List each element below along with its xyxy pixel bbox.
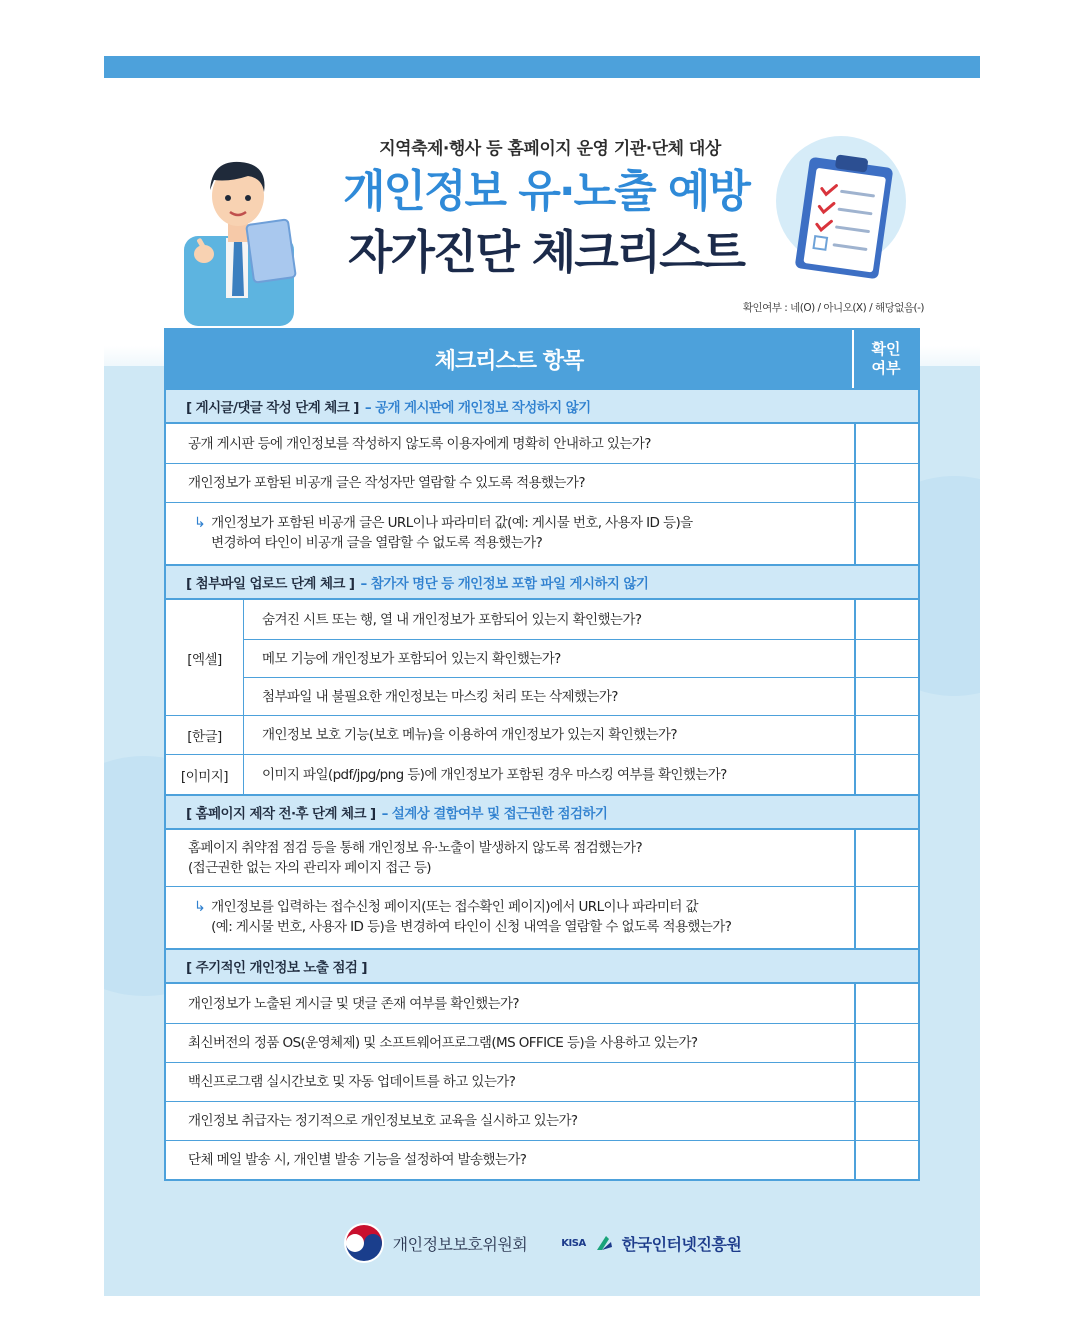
row-text: 개인정보가 노출된 게시글 및 댓글 존재 여부를 확인했는가? bbox=[188, 995, 519, 1012]
image-rows bbox=[244, 755, 918, 794]
checklist-row bbox=[244, 639, 918, 677]
section-body-posting bbox=[166, 424, 918, 564]
row-line2: (접근권한 없는 자의 관리자 페이지 접근 등) bbox=[188, 860, 431, 876]
excel-group bbox=[166, 600, 918, 715]
table-header bbox=[166, 330, 918, 388]
checklist-row bbox=[166, 1062, 918, 1101]
section-desc: – 설계상 결함여부 및 접근권한 점검하기 bbox=[381, 806, 608, 822]
korea-taegeuk-emblem bbox=[343, 1222, 385, 1264]
check-box-cell[interactable] bbox=[854, 640, 918, 677]
check-box-cell[interactable] bbox=[854, 1102, 918, 1140]
org-kisa bbox=[561, 1232, 741, 1255]
row-text: 공개 게시판 등에 개인정보를 작성하지 않도록 이용자에게 명확히 안내하고 있는가? bbox=[188, 435, 651, 452]
group-label-image: [이미지] bbox=[166, 755, 244, 794]
poster bbox=[104, 56, 980, 1296]
section-label: [ 홈페이지 제작 전·후 단계 체크 ] bbox=[186, 806, 376, 822]
checklist-row bbox=[166, 1140, 918, 1179]
row-text: 메모 기능에 개인정보가 포함되어 있는지 확인했는가? bbox=[262, 650, 561, 667]
check-box-cell[interactable] bbox=[854, 830, 918, 886]
hangul-group bbox=[166, 715, 918, 754]
checklist-table bbox=[164, 328, 920, 1181]
excel-rows bbox=[244, 600, 918, 715]
section-desc: – 참가자 명단 등 개인정보 포함 파일 게시하지 않기 bbox=[360, 576, 649, 592]
page-title-line1: 개인정보 유·노출 예방 bbox=[343, 166, 749, 217]
org-kisa-name: 한국인터넷진흥원 bbox=[621, 1234, 742, 1254]
subtitle: 지역축제·행사 등 홈페이지 운영 기관·단체 대상 bbox=[379, 139, 721, 159]
section-header-homepage bbox=[166, 794, 918, 830]
section-body-periodic bbox=[166, 984, 918, 1179]
checklist-row bbox=[166, 463, 918, 502]
section-label: [ 첨부파일 업로드 단계 체크 ] bbox=[186, 576, 355, 592]
checklist-row bbox=[166, 886, 918, 948]
check-box-cell[interactable] bbox=[854, 424, 918, 463]
checklist-row bbox=[244, 716, 918, 754]
row-text: 개인정보가 포함된 비공개 글은 작성자만 열람할 수 있도록 적용했는가? bbox=[188, 475, 585, 491]
character-illustration bbox=[164, 126, 314, 326]
row-line1: 홈페이지 취약점 점검 등을 통해 개인정보 유·노출이 발생하지 않도록 점검했는가? bbox=[188, 840, 643, 856]
row-text: 단체 메일 발송 시, 개인별 발송 기능을 설정하여 발송했는가? bbox=[188, 1152, 527, 1168]
check-box-cell[interactable] bbox=[854, 600, 918, 639]
check-box-cell[interactable] bbox=[854, 678, 918, 715]
row-text: 개인정보 보호 기능(보호 메뉴)을 이용하여 개인정보가 있는지 확인했는가? bbox=[262, 727, 677, 743]
check-box-cell[interactable] bbox=[854, 1141, 918, 1179]
check-box-cell[interactable] bbox=[854, 464, 918, 502]
header-confirm: 확인 여부 bbox=[871, 340, 901, 377]
check-box-cell[interactable] bbox=[854, 503, 918, 564]
image-group bbox=[166, 754, 918, 794]
section-header-periodic bbox=[166, 948, 918, 984]
sub-row-line1: 개인정보를 입력하는 접수신청 페이지(또는 접수확인 페이지)에서 URL이나 파라미터 값 bbox=[211, 899, 698, 915]
check-box-cell[interactable] bbox=[854, 755, 918, 794]
hangul-rows bbox=[244, 716, 918, 754]
row-text: 백신프로그램 실시간보호 및 자동 업데이트를 하고 있는가? bbox=[188, 1074, 516, 1090]
checklist-row bbox=[166, 830, 918, 886]
section-desc: – 공개 게시판에 개인정보 작성하지 않기 bbox=[364, 400, 591, 416]
row-text bbox=[166, 503, 854, 564]
checklist-row bbox=[166, 424, 918, 463]
section-label: [ 주기적인 개인정보 노출 점검 ] bbox=[186, 960, 367, 976]
check-box-cell[interactable] bbox=[854, 1063, 918, 1101]
sub-row-line2: 변경하여 타인이 비공개 글을 열람할 수 없도록 적용했는가? bbox=[211, 535, 543, 551]
footer-logos bbox=[104, 1218, 980, 1268]
row-text bbox=[166, 887, 854, 948]
header-checklist-items: 체크리스트 항목 bbox=[166, 330, 854, 388]
check-box-cell[interactable] bbox=[854, 887, 918, 948]
page-title-line2: 자가진단 체크리스트 bbox=[348, 225, 744, 279]
row-text: 이미지 파일(pdf/jpg/png 등)에 개인정보가 포함된 경우 마스킹 여부를 확인했는가? bbox=[262, 766, 727, 783]
checklist-row bbox=[166, 1101, 918, 1140]
kisa-logo-mark bbox=[594, 1233, 614, 1253]
section-body-attachment bbox=[166, 600, 918, 794]
checklist-row bbox=[166, 1023, 918, 1062]
check-box-cell[interactable] bbox=[854, 1024, 918, 1062]
top-accent-bar bbox=[104, 56, 980, 78]
group-label-hangul: [한글] bbox=[166, 716, 244, 754]
return-arrow-icon: ↳ bbox=[194, 515, 206, 531]
group-label-excel: [엑셀] bbox=[166, 600, 244, 715]
sub-row-line1: 개인정보가 포함된 비공개 글은 URL이나 파라미터 값(예: 게시물 번호, 사용자 ID 등)을 bbox=[211, 515, 693, 531]
org-pipc bbox=[343, 1222, 528, 1264]
section-body-homepage bbox=[166, 830, 918, 948]
checklist-row bbox=[244, 677, 918, 715]
section-header-attachment bbox=[166, 564, 918, 600]
org-pipc-name: 개인정보보호위원회 bbox=[392, 1234, 528, 1254]
sub-row-line2: (예: 게시물 번호, 사용자 ID 등)을 변경하여 타인이 신청 내역을 열람할 수 없도록 적용했는가? bbox=[211, 919, 732, 935]
check-legend: 확인여부 : 네(O) / 아니오(X) / 해당없음(-) bbox=[742, 302, 924, 314]
row-text bbox=[166, 830, 854, 886]
return-arrow-icon: ↳ bbox=[194, 899, 206, 915]
check-box-cell[interactable] bbox=[854, 716, 918, 754]
check-box-cell[interactable] bbox=[854, 984, 918, 1023]
row-text: 숨겨진 시트 또는 행, 열 내 개인정보가 포함되어 있는지 확인했는가? bbox=[262, 611, 642, 628]
checklist-row bbox=[166, 502, 918, 564]
checklist-row bbox=[166, 984, 918, 1023]
row-text: 개인정보 취급자는 정기적으로 개인정보보호 교육을 실시하고 있는가? bbox=[188, 1113, 578, 1129]
kisa-logo: KISA bbox=[561, 1237, 586, 1249]
section-header-posting bbox=[166, 388, 918, 424]
checklist-row bbox=[244, 600, 918, 639]
row-text: 최신버전의 정품 OS(운영체제) 및 소프트웨어프로그램(MS OFFICE 등)을 사용하고 있는가? bbox=[188, 1035, 698, 1051]
row-text: 첨부파일 내 불필요한 개인정보는 마스킹 처리 또는 삭제했는가? bbox=[262, 688, 618, 705]
section-label: [ 게시글/댓글 작성 단계 체크 ] bbox=[186, 400, 359, 416]
checklist-row bbox=[244, 755, 918, 794]
clipboard-checklist-icon bbox=[780, 144, 910, 284]
